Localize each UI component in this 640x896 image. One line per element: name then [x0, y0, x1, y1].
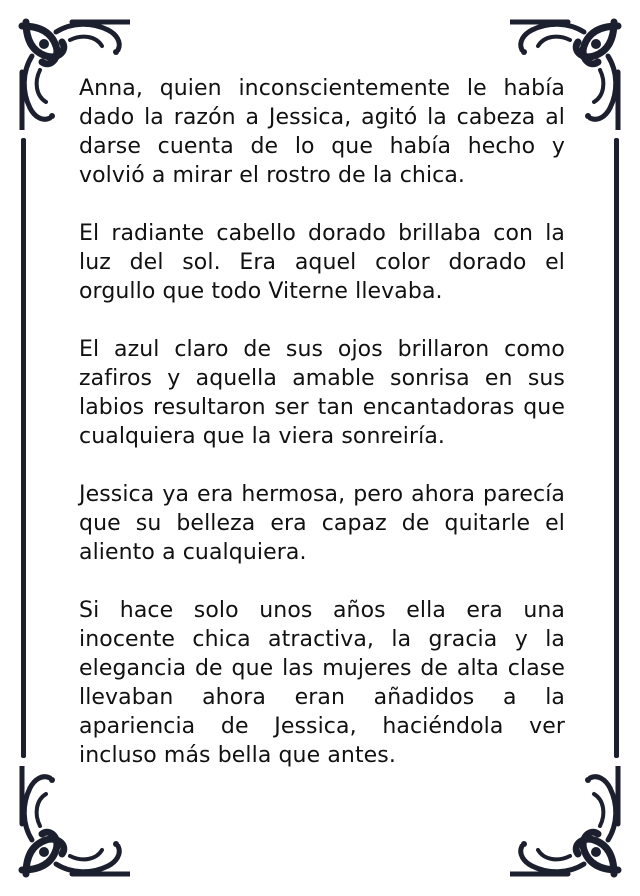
frame-border-right — [614, 138, 619, 758]
story-text — [79, 74, 565, 799]
paragraph-3: El azul claro de sus ojos brillaron como zafiros y aquella amable sonrisa en sus labios resultaron ser tan encantadoras que cualquiera que la viera sonreiría. — [79, 337, 565, 449]
frame-border-left — [21, 138, 26, 758]
paragraph-5: Si hace solo unos años ella era una inocente chica atractiva, la gracia y la elegancia de que las mujeres de alta clase llevaban ahora eran añadidos a la apariencia de Jessica, haciéndola ver incluso más bella que antes. — [79, 598, 565, 768]
paragraph-2: El radiante cabello dorado brillaba con la luz del sol. Era aquel color dorado el orgullo que todo Viterne llevaba. — [79, 221, 565, 304]
paragraph-4: Jessica ya era hermosa, pero ahora parecía que su belleza era capaz de quitarle el aliento a cualquiera. — [79, 482, 565, 565]
paragraph-1: Anna, quien inconscientemente le había dado la razón a Jessica, agitó la cabeza al darse cuenta de lo que había hecho y volvió a mirar el rostro de la chica. — [79, 76, 565, 188]
